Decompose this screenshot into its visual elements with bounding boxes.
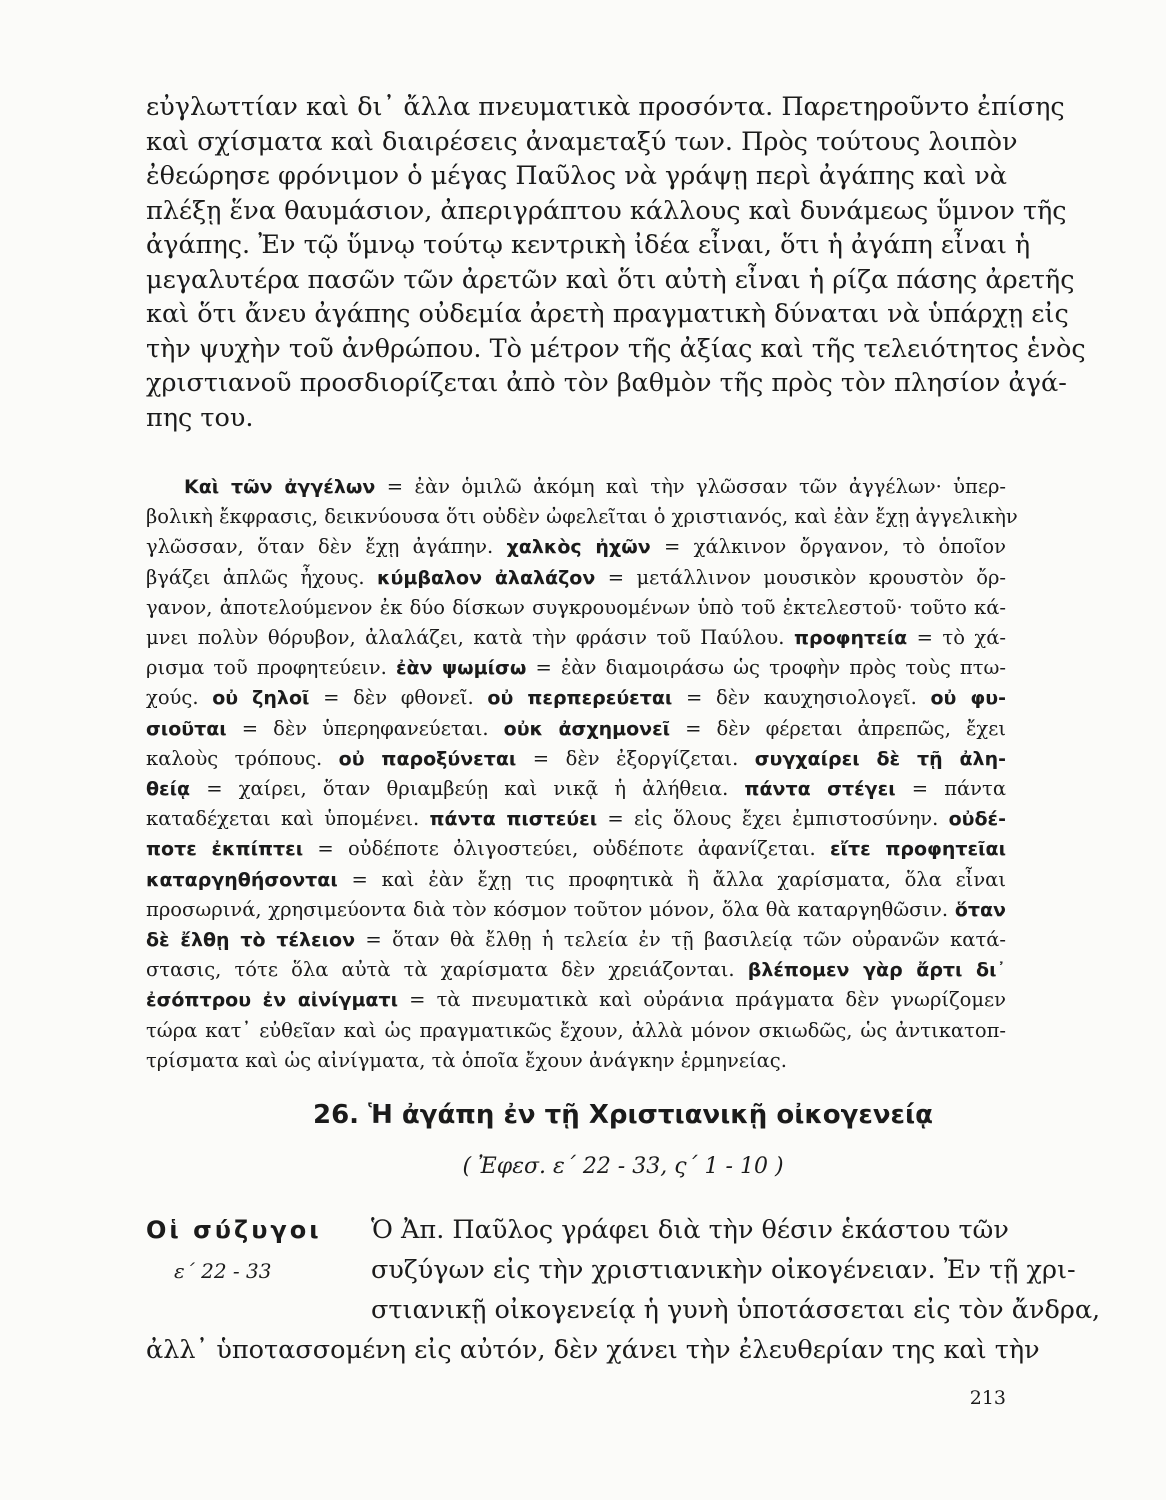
side-title: Οἱ σύζυγοι (146, 1216, 322, 1244)
note-text: = εἰς ὅλους ἔχει ἐμπιστοσύνην. (597, 807, 949, 831)
text-line: εὐγλωττίαν καὶ δι᾿ ἄλλα πνευματικὰ προσόντα. Παρετηροῦντο ἐπίσης (146, 92, 1065, 122)
term: ὅταν (954, 898, 1006, 921)
note-text: = ἐὰν διαμοιράσω ὡς τροφὴν πρὸς τοὺς πτω- (526, 656, 1006, 680)
note-line: γανον, ἀποτελούμενον ἐκ δύο δίσκων συγκρουομένων ὑπὸ τοῦ ἐκτελεστοῦ· τοῦτο κά- (146, 595, 1006, 619)
note-text: = χάλκινον ὄργανον, τὸ ὁποῖον (650, 535, 1006, 559)
note-text: χούς. (146, 686, 213, 710)
term: πάντα στέγει (744, 778, 896, 801)
note-text: βγάζει ἁπλῶς ἦχους. (146, 565, 378, 589)
note-line (146, 714, 1006, 744)
text-row (146, 1295, 1101, 1335)
term: ποτε ἐκπίπτει (146, 838, 304, 861)
side-reference: ε΄ 22 - 33 (174, 1259, 272, 1283)
note-line (146, 683, 1006, 713)
note-line (146, 623, 1006, 653)
text-line: ἀλλ᾿ ὑποτασσομένη εἰς αὐτόν, δὲν χάνει τὴν ἐλευθερίαν της καὶ τὴν (146, 1335, 1040, 1365)
note-text: = δὲν ὑπερηφανεύεται. (226, 716, 504, 740)
note-line (146, 895, 1006, 925)
note-text: = δὲν φέρεται ἀπρεπῶς, ἔχει (670, 716, 1006, 740)
note-line (146, 955, 1006, 985)
note-text: ρισμα τοῦ προφητεύειν. (146, 656, 396, 680)
text-line: ἀγάπης. Ἐν τῷ ὕμνῳ τούτῳ κεντρικὴ ἰδέα εἶναι, ὅτι ἡ ἀγάπη εἶναι ἡ (146, 230, 1031, 260)
note-text: καταδέχεται καὶ ὑπομένει. (146, 807, 430, 831)
note-text: γλῶσσαν, ὅταν δὲν ἔχῃ ἀγάπην. (146, 535, 507, 559)
note-text: = καὶ ἐὰν ἔχῃ τις προφητικὰ ἢ ἄλλα χαρίσματα, ὅλα εἶναι (337, 867, 1006, 891)
note-text: προσωρινά, χρησιμεύοντα διὰ τὸν κόσμον τοῦτον μόνον, ὅλα θὰ καταργηθῶσιν. (146, 897, 955, 921)
note-line: τώρα κατ᾿ εὐθεῖαν καὶ ὡς πραγματικῶς ἔχουν, ἀλλὰ μόνον σκιωδῶς, ὡς ἀντικατοπ- (146, 1018, 1006, 1042)
term: οὐ παροξύνεται (338, 747, 517, 770)
text-row (146, 1215, 1009, 1255)
note-text: καλοὺς τρόπους. (146, 746, 339, 770)
note-line (146, 774, 1006, 804)
note-line (146, 925, 1006, 955)
note-line (146, 834, 1006, 864)
note-text: = δὲν καυχησιολογεῖ. (672, 686, 931, 710)
term: θείᾳ (146, 778, 191, 801)
text-line: καὶ ὅτι ἄνευ ἀγάπης οὐδεμία ἀρετὴ πραγματικὴ δύναται νὰ ὑπάρχῃ εἰς (146, 299, 1069, 329)
text-line: τὴν ψυχὴν τοῦ ἀνθρώπου. Τὸ μέτρον τῆς ἀξίας καὶ τῆς τελειότητος ἑνὸς (146, 333, 1086, 364)
note-line: τρίσματα καὶ ὡς αἰνίγματα, τὰ ὁποῖα ἔχουν ἀνάγκην ἑρμηνείας. (146, 1048, 787, 1072)
note-line (146, 804, 1006, 834)
main-paragraph (146, 90, 1086, 435)
section-heading: 26. Ἡ ἀγάπη ἐν τῇ Χριστιανικῇ οἰκογενείᾳ (312, 1100, 934, 1130)
text-row (146, 1255, 1076, 1295)
page-number: 213 (969, 1387, 1006, 1409)
note-text: = δὲν ἐξοργίζεται. (516, 746, 755, 770)
scripture-reference: ( Ἐφεσ. ε΄ 22 - 33, ς΄ 1 - 10 ) (462, 1154, 784, 1179)
note-line (146, 985, 1006, 1015)
note-text: στασις, τότε ὅλα αὐτὰ τὰ χαρίσματα δὲν χρειάζονται. (146, 958, 748, 982)
note-text: = μετάλλινον μουσικὸν κρουστὸν ὄρ- (595, 565, 1006, 589)
term: οὐδέ- (948, 808, 1006, 831)
note-line (146, 744, 1006, 774)
note-text: μνει πολὺν θόρυβον, ἀλαλάζει, κατὰ τὴν φράσιν τοῦ Παύλου. (146, 626, 794, 650)
text-line: Ὁ Ἀπ. Παῦλος γράφει διὰ τὴν θέσιν ἑκάστου τῶν (371, 1215, 1009, 1245)
note-line (146, 865, 1006, 895)
term: προφητεία (793, 627, 908, 650)
note-text: = δὲν φθονεῖ. (309, 686, 488, 710)
term: δὲ ἔλθῃ τὸ τέλειον (146, 929, 356, 952)
glossary-notes (146, 472, 1018, 1076)
term: οὐ ζηλοῖ (212, 687, 310, 710)
text-line: πης του. (146, 402, 254, 433)
term: ἐσόπτρου ἐν αἰνίγματι (146, 989, 399, 1012)
paragraph-text (146, 90, 1086, 435)
note-text: = ἐὰν ὁμιλῶ ἀκόμη καὶ τὴν γλῶσσαν τῶν ἀγγέλων· ὑπερ- (375, 475, 1007, 498)
text-line: συζύγων εἰς τὴν χριστιανικὴν οἰκογένειαν. Ἐν τῇ χρι- (371, 1255, 1076, 1285)
section-body (146, 1215, 1101, 1375)
term: οὐ περπερεύεται (487, 687, 673, 710)
text-line: στιανικῇ οἰκογενείᾳ ἡ γυνὴ ὑποτάσσεται εἰς τὸν ἄνδρα, (371, 1295, 1101, 1325)
term: οὐκ ἀσχημονεῖ (503, 717, 671, 740)
term: οὐ φυ- (930, 687, 1007, 710)
note-text: = χαίρει, ὅταν θριαμβεύῃ καὶ νικᾷ ἡ ἀλήθεια. (190, 777, 745, 801)
term: βλέπομεν γὰρ ἄρτι δι᾿ (747, 959, 1006, 982)
note-text: = τὰ πνευματικὰ καὶ οὐράνια πράγματα δὲν γνωρίζομεν (398, 988, 1007, 1012)
text-line: πλέξῃ ἕνα θαυμάσιον, ἀπεριγράπτου κάλλους καὶ δυνάμεως ὕμνον τῆς (146, 195, 1067, 226)
text-line: ἐθεώρησε φρόνιμον ὁ μέγας Παῦλος νὰ γράψῃ περὶ ἀγάπης καὶ νὰ (146, 161, 1008, 191)
note-text: = πάντα (895, 777, 1006, 801)
term: πάντα πιστεύει (429, 808, 598, 831)
term: σιοῦται (146, 717, 227, 740)
term: χαλκὸς ἠχῶν (506, 536, 651, 559)
note-line (146, 532, 1006, 562)
term: καταργηθήσονται (146, 868, 338, 891)
text-line: χριστιανοῦ προσδιορίζεται ἀπὸ τὸν βαθμὸν τῆς πρὸς τὸν πλησίον ἀγά- (146, 368, 1067, 398)
term: κύμβαλον ἀλαλάζον (377, 566, 596, 589)
text-line: καὶ σχίσματα καὶ διαιρέσεις ἀναμεταξύ των. Πρὸς τούτους λοιπὸν (146, 126, 1018, 157)
note-text: = ὅταν θὰ ἔλθῃ ἡ τελεία ἐν τῇ βασιλείᾳ τῶν οὐρανῶν κατά- (355, 928, 1007, 952)
note-text: = τὸ χά- (907, 626, 1006, 650)
note-line: βολικὴ ἔκφρασις, δεικνύουσα ὅτι οὐδὲν ὠφελεῖται ὁ χριστιανός, καὶ ἐὰν ἔχῃ ἀγγελικὴν (146, 505, 1018, 529)
note-line (146, 563, 1006, 593)
note-line (146, 653, 1006, 683)
term: ἐὰν ψωμίσω (395, 657, 527, 680)
note-line (146, 472, 1006, 502)
term: εἴτε προφητεῖαι (829, 838, 1006, 861)
term: συγχαίρει δὲ τῇ ἀλη- (754, 747, 1006, 770)
text-line: μεγαλυτέρα πασῶν τῶν ἀρετῶν καὶ ὅτι αὐτὴ εἶναι ἡ ρίζα πάσης ἀρετῆς (146, 264, 1075, 295)
term: Καὶ τῶν ἀγγέλων (184, 476, 376, 498)
note-text: = οὐδέποτε ὀλιγοστεύει, οὐδέποτε ἀφανίζεται. (303, 837, 830, 861)
